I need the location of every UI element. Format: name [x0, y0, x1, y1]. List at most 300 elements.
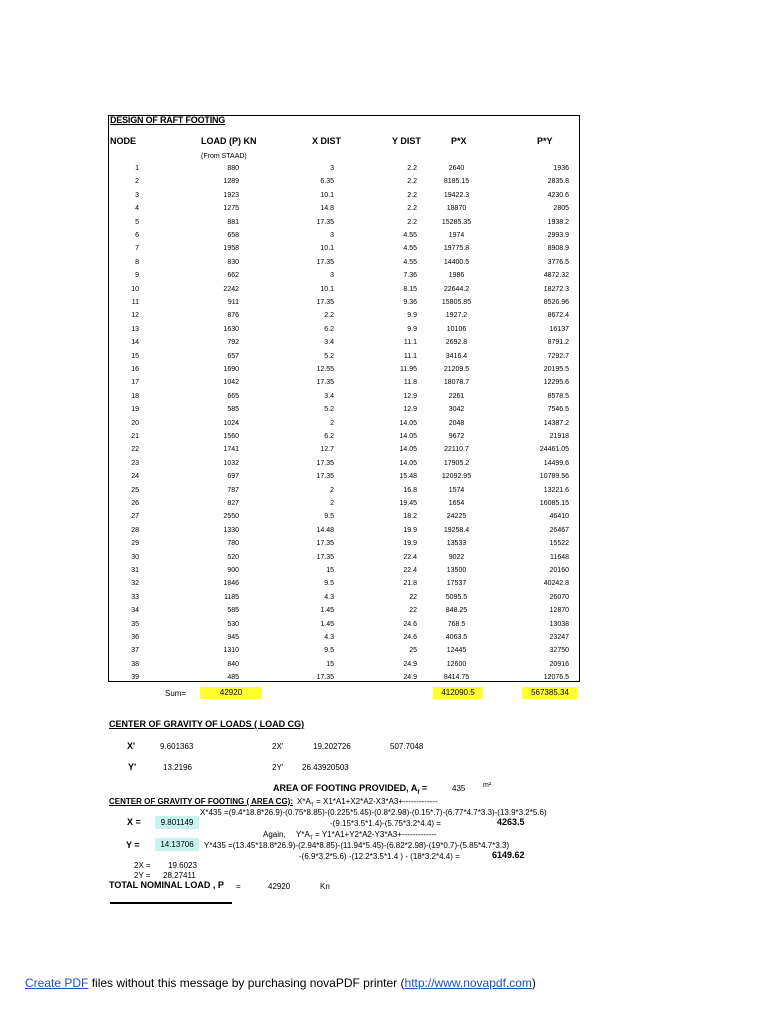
py-cell: 1936: [553, 165, 569, 172]
py-cell: 2835.8: [547, 178, 569, 186]
node-cell: 1: [135, 165, 139, 172]
ydist-cell: 7.36: [403, 272, 417, 280]
py-cell: 20195.5: [543, 366, 569, 373]
px-cell: 1927.2: [445, 312, 468, 320]
table-row: [109, 259, 579, 270]
xdist-cell: 17.35: [316, 459, 334, 467]
xdist-cell: 12.7: [320, 446, 334, 454]
formula-x-line1: X*435 =(9.4*18.8*26.9)-(0.75*8.85)-(0.225*5.45)-(0.8*2.98)-(0.15*.7)-(6.77*4.7*3.3)-(13.9*3.2*5.6): [200, 808, 547, 817]
xdist-cell: 17.35: [316, 553, 334, 561]
px-cell: 12600: [446, 660, 467, 668]
py-cell: 1938.2: [547, 218, 569, 226]
px-cell: 2048: [448, 419, 465, 427]
py-cell: 13221.6: [543, 486, 569, 494]
cg-2x-value: 19.202726: [313, 742, 351, 751]
header-px: P*X: [451, 136, 467, 146]
xdist-cell: 6.2: [324, 433, 334, 440]
xdist-cell: 14.8: [320, 205, 334, 213]
area-value: 435: [452, 784, 466, 793]
load-cell: 1024: [223, 419, 239, 427]
load-cell: 585: [227, 406, 239, 414]
table-row: [109, 379, 579, 390]
px-cell: 9672: [448, 433, 465, 440]
load-cell: 1846: [223, 580, 239, 588]
header-py: P*Y: [537, 136, 553, 146]
px-cell: 2640: [448, 165, 465, 172]
load-cell: 2242: [223, 285, 239, 293]
table-row: [109, 366, 579, 377]
table-row: [109, 312, 579, 323]
table-row: [109, 473, 579, 484]
node-cell: 2: [135, 178, 139, 186]
xdist-cell: 10.1: [320, 191, 334, 199]
node-cell: 30: [131, 553, 139, 561]
table-row: [109, 594, 579, 605]
px-cell: 768.5: [447, 620, 466, 628]
table-row: [109, 433, 579, 444]
table-row: [109, 527, 579, 538]
load-cell: 945: [227, 634, 239, 641]
table-row: [109, 500, 579, 511]
sum-load: 42920: [200, 687, 262, 699]
ydist-cell: 21.8: [403, 580, 417, 588]
table-row: [109, 460, 579, 471]
cg-2y-value: 26.43920503: [302, 763, 349, 772]
load-cell: 787: [227, 486, 239, 494]
px-cell: 24225: [446, 513, 467, 521]
py-cell: 4230.6: [547, 191, 569, 199]
ydist-cell: 24.6: [403, 634, 417, 641]
xdist-cell: 9.5: [324, 647, 334, 655]
py-cell: 20160: [549, 567, 569, 574]
xdist-cell: 3: [330, 165, 334, 172]
footing-y-label: Y =: [126, 840, 140, 850]
px-cell: 12092.95: [441, 473, 472, 481]
py-cell: 26070: [549, 593, 569, 601]
table-row: [109, 554, 579, 565]
load-cell: 1310: [223, 647, 239, 655]
py-cell: 40242.8: [543, 580, 569, 588]
ydist-cell: 8.15: [403, 285, 417, 293]
formula-x-line2: -(9.15*3.5*1.4)-(5.75*3.2*4.4) =: [330, 819, 441, 828]
ydist-cell: 4.55: [403, 258, 417, 266]
node-cell: 8: [135, 258, 139, 266]
sum-py: 567385.34: [522, 687, 578, 699]
table-row: [109, 393, 579, 404]
px-cell: 21209.5: [443, 366, 470, 373]
xdist-cell: 15: [326, 660, 334, 668]
xdist-cell: 17.35: [316, 258, 334, 266]
again-label: Again,: [263, 830, 286, 839]
table-row: [109, 661, 579, 672]
ydist-cell: 12.9: [403, 406, 417, 414]
area-unit: m²: [483, 782, 492, 789]
px-cell: 10106: [446, 325, 467, 333]
ydist-cell: 2.2: [407, 178, 417, 186]
load-cell: 880: [227, 165, 239, 172]
ydist-cell: 15.48: [399, 473, 417, 481]
ydist-cell: 12.9: [403, 392, 417, 400]
px-cell: 12445: [446, 647, 467, 655]
ydist-cell: 19.9: [403, 526, 417, 534]
px-cell: 2261: [448, 392, 465, 400]
table-row: [109, 513, 579, 524]
py-cell: 3776.5: [547, 258, 569, 266]
px-cell: 17905.2: [443, 459, 470, 467]
load-cell: 485: [227, 674, 239, 682]
xdist-cell: 10.1: [320, 285, 334, 293]
table-row: [109, 420, 579, 431]
ydist-cell: 11.95: [400, 366, 417, 373]
px-cell: 18870: [446, 205, 467, 213]
formula-y-line2: -(6.9*3.2*5.6) -(12.2*3.5*1.4 ) - (18*3.2*4.4) =: [299, 852, 460, 861]
table-row: [109, 339, 579, 350]
px-cell: 15805.85: [441, 299, 472, 306]
node-cell: 19: [131, 406, 139, 414]
table-row: [109, 647, 579, 658]
px-cell: 15285.35: [441, 218, 472, 226]
raft-footing-table: [108, 115, 580, 682]
xdist-cell: 17.35: [316, 379, 334, 387]
load-cell: 1032: [223, 459, 239, 467]
py-cell: 7292.7: [547, 352, 569, 360]
px-cell: 19422.3: [443, 191, 470, 199]
px-cell: 8185.15: [443, 178, 470, 186]
node-cell: 38: [131, 660, 139, 668]
node-cell: 15: [131, 352, 139, 360]
load-cell: 585: [227, 607, 239, 615]
py-cell: 12295.6: [543, 379, 569, 387]
load-cell: 1630: [223, 325, 239, 333]
xdist-cell: 2.2: [324, 312, 334, 320]
table-row: [109, 674, 579, 685]
py-cell: 2993.9: [547, 232, 569, 239]
node-cell: 4: [135, 205, 139, 213]
sum-px: 412090.5: [433, 687, 483, 699]
load-cell: 1958: [223, 245, 239, 253]
sum-label: Sum=: [165, 689, 187, 698]
node-cell: 6: [135, 232, 139, 239]
py-cell: 14499.6: [543, 459, 569, 467]
py-cell: 21918: [549, 433, 569, 440]
load-cell: 1289: [223, 178, 239, 186]
node-cell: 31: [131, 567, 139, 574]
table-row: [109, 540, 579, 551]
xdist-cell: 3: [330, 272, 334, 280]
px-cell: 4063.5: [445, 634, 468, 641]
node-cell: 27: [131, 513, 139, 521]
table-row: [109, 406, 579, 417]
ydist-cell: 14.05: [399, 419, 417, 427]
formula-y-result: 6149.62: [492, 850, 525, 860]
total-load-value: 42920: [268, 882, 291, 891]
ydist-cell: 14.05: [399, 433, 417, 440]
from-staad-note: (From STAAD): [201, 153, 247, 160]
ydist-cell: 2.2: [407, 218, 417, 226]
xdist-cell: 3.4: [324, 392, 334, 400]
table-row: [109, 205, 579, 216]
ydist-cell: 22: [409, 593, 417, 601]
total-load-eq: =: [236, 882, 241, 891]
px-cell: 13500: [446, 567, 467, 574]
load-cell: 792: [227, 339, 239, 347]
ydist-cell: 4.55: [403, 245, 417, 253]
formula-y-line1: Y*435 =(13.45*18.8*26.9)-(2.94*8.85)-(11.94*5.45)-(6.82*2.98)-(19*0.7)-(5.85*4.7*3.3): [204, 841, 510, 850]
node-cell: 3: [135, 191, 139, 199]
load-cell: 840: [227, 660, 239, 668]
py-cell: 12076.5: [543, 674, 569, 682]
ydist-cell: 11.8: [403, 379, 417, 387]
py-cell: 10789.56: [539, 473, 569, 481]
load-cell: 530: [227, 620, 239, 628]
ydist-cell: 14.05: [399, 459, 417, 467]
cg-2x-label: 2X': [272, 742, 284, 751]
node-cell: 36: [131, 634, 139, 641]
load-cell: 1690: [223, 366, 239, 373]
footing-2x-label: 2X =: [134, 861, 151, 870]
load-cell: 1741: [223, 446, 239, 454]
load-cell: 881: [227, 218, 239, 226]
ydist-cell: 9.9: [407, 325, 417, 333]
table-row: [109, 219, 579, 230]
footer-message: Create PDF files without this message by purchasing novaPDF printer (http://www.novapdf.com): [25, 976, 536, 990]
total-load-label: TOTAL NOMINAL LOAD , P: [109, 880, 224, 890]
node-cell: 21: [131, 433, 139, 440]
xdist-cell: 2: [330, 500, 334, 507]
py-cell: 4872.32: [543, 272, 569, 280]
node-cell: 34: [131, 607, 139, 615]
ydist-cell: 4.55: [403, 232, 417, 239]
px-cell: 17537: [446, 580, 467, 588]
node-cell: 9: [135, 272, 139, 280]
xdist-cell: 9.5: [324, 580, 334, 588]
node-cell: 14: [131, 339, 139, 347]
node-cell: 33: [131, 593, 139, 601]
table-row: [109, 607, 579, 618]
py-cell: 16085.15: [539, 500, 569, 507]
py-cell: 8526.96: [543, 299, 569, 306]
node-cell: 7: [135, 245, 139, 253]
header-ydist: Y DIST: [392, 136, 421, 146]
ydist-cell: 22: [409, 607, 417, 615]
ydist-cell: 19.45: [399, 500, 417, 507]
table-row: [109, 232, 579, 243]
xdist-cell: 17.35: [316, 674, 334, 682]
ydist-cell: 14.05: [399, 446, 417, 454]
load-cell: 911: [227, 299, 239, 306]
node-cell: 29: [131, 540, 139, 548]
cg-footing-title: CENTER OF GRAVITY OF FOOTING ( AREA CG):: [109, 797, 293, 806]
xdist-cell: 17.35: [316, 473, 334, 481]
table-row: [109, 326, 579, 337]
py-cell: 14387.2: [543, 419, 569, 427]
px-cell: 1654: [448, 500, 465, 507]
load-cell: 876: [227, 312, 239, 320]
table-row: [109, 580, 579, 591]
load-cell: 1275: [223, 205, 239, 213]
ydist-cell: 2.2: [407, 165, 417, 172]
ydist-cell: 24.9: [403, 674, 417, 682]
px-cell: 18078.7: [443, 379, 470, 387]
node-cell: 18: [131, 392, 139, 400]
node-cell: 10: [131, 285, 139, 293]
load-cell: 665: [227, 392, 239, 400]
ydist-cell: 16.8: [403, 486, 417, 494]
ydist-cell: 11.1: [403, 352, 417, 360]
xdist-cell: 6.35: [320, 178, 334, 186]
table-row: [109, 178, 579, 189]
xdist-cell: 12.55: [316, 366, 334, 373]
xdist-cell: 17.35: [316, 218, 334, 226]
xdist-cell: 9.5: [324, 513, 334, 521]
table-row: [109, 299, 579, 310]
py-cell: 13038: [549, 620, 569, 628]
py-cell: 46410: [549, 513, 569, 521]
table-row: [109, 353, 579, 364]
py-cell: 15522: [549, 540, 569, 548]
header-xdist: X DIST: [312, 136, 342, 146]
formula-y-general: $Y*A_T = Y1*A1+Y2*A2-Y3*A3+-------------$: [296, 830, 437, 842]
px-cell: 5095.5: [445, 593, 468, 601]
load-cell: 827: [227, 500, 239, 507]
node-cell: 39: [131, 674, 139, 682]
table-row: [109, 634, 579, 645]
novapdf-link[interactable]: http://www.novapdf.com: [404, 976, 532, 990]
node-cell: 26: [131, 500, 139, 507]
load-cell: 830: [227, 258, 239, 266]
px-cell: 22644.2: [443, 285, 470, 293]
xdist-cell: 2: [330, 486, 334, 494]
load-cell: 2550: [223, 513, 239, 521]
px-cell: 13533: [446, 540, 467, 548]
xdist-cell: 5.2: [324, 406, 334, 414]
node-cell: 22: [131, 446, 139, 454]
ydist-cell: 2.2: [407, 191, 417, 199]
node-cell: 23: [131, 459, 139, 467]
node-cell: 25: [131, 486, 139, 494]
px-cell: 3042: [448, 406, 465, 414]
cropped-heading-remnant: [110, 902, 232, 904]
load-cell: 900: [227, 567, 239, 574]
xdist-cell: 3.4: [324, 339, 334, 347]
py-cell: 8908.9: [547, 245, 569, 253]
cg-y-label: Y': [128, 762, 137, 772]
cg-extra-value: 507.7048: [390, 742, 424, 751]
px-cell: 1574: [448, 486, 465, 494]
xdist-cell: 4.3: [324, 593, 334, 601]
node-cell: 17: [131, 379, 139, 387]
footing-2y-value: 28.27411: [163, 871, 196, 880]
node-cell: 11: [131, 299, 139, 306]
py-cell: 23247: [549, 634, 569, 641]
load-cell: 1330: [223, 526, 239, 534]
header-node: NODE: [110, 136, 137, 146]
footing-y-value: 14.13706: [155, 838, 199, 851]
px-cell: 1986: [448, 272, 465, 280]
py-cell: 11648: [550, 553, 569, 561]
load-cell: 1185: [223, 593, 239, 601]
table-row: [109, 192, 579, 203]
table-row: [109, 567, 579, 578]
table-row: [109, 272, 579, 283]
footing-2y-label: 2Y =: [134, 871, 151, 880]
formula-x-general: $X*A_T = X1*A1+X2*A2-X3*A3+-------------$: [297, 797, 438, 809]
px-cell: 14400.5: [443, 258, 470, 266]
table-row: [109, 446, 579, 457]
node-cell: 13: [131, 325, 139, 333]
ydist-cell: 2.2: [407, 205, 417, 213]
footing-2x-value: 19.6023: [168, 861, 197, 870]
load-cell: 1923: [223, 191, 239, 199]
cg-loads-title: CENTER OF GRAVITY OF LOADS ( LOAD CG): [109, 719, 305, 729]
load-cell: 662: [227, 272, 239, 280]
load-cell: 657: [227, 352, 239, 360]
table-row: [109, 245, 579, 256]
node-cell: 35: [131, 620, 139, 628]
cg-2y-label: 2Y': [272, 763, 284, 772]
py-cell: 8672.4: [547, 312, 569, 320]
xdist-cell: 1.45: [320, 620, 334, 628]
xdist-cell: 17.35: [316, 299, 334, 306]
create-pdf-link[interactable]: Create PDF: [25, 976, 89, 990]
load-cell: 520: [227, 553, 239, 561]
xdist-cell: 4.3: [324, 634, 334, 641]
node-cell: 20: [131, 419, 139, 427]
node-cell: 28: [131, 526, 139, 534]
px-cell: 1974: [448, 232, 465, 239]
xdist-cell: 10.1: [320, 245, 334, 253]
load-cell: 1560: [223, 433, 239, 440]
table-row: [109, 621, 579, 632]
load-cell: 697: [227, 473, 239, 481]
ydist-cell: 22.4: [403, 553, 417, 561]
load-cell: 658: [227, 232, 239, 239]
ydist-cell: 9.36: [403, 299, 417, 306]
cg-y-value: 13.2196: [163, 763, 192, 772]
xdist-cell: 1.45: [320, 607, 334, 615]
node-cell: 5: [135, 218, 139, 226]
px-cell: 848.25: [445, 607, 468, 615]
footing-x-label: X =: [127, 817, 141, 827]
total-load-unit: Kn: [320, 882, 330, 891]
px-cell: 8414.75: [443, 674, 470, 682]
node-cell: 12: [131, 312, 139, 320]
xdist-cell: 15: [326, 567, 334, 574]
py-cell: 24461.05: [539, 446, 569, 454]
px-cell: 19258.4: [443, 526, 470, 534]
ydist-cell: 18.2: [403, 513, 417, 521]
py-cell: 7546.5: [547, 406, 569, 414]
ydist-cell: 24.9: [403, 660, 417, 668]
xdist-cell: 14.48: [316, 526, 334, 534]
cg-x-label: X': [127, 741, 136, 751]
ydist-cell: 25: [409, 647, 417, 655]
xdist-cell: 2: [330, 419, 334, 427]
cg-x-value: 9.601363: [160, 742, 194, 751]
py-cell: 8578.5: [547, 392, 569, 400]
px-cell: 3416.4: [445, 352, 468, 360]
xdist-cell: 6.2: [324, 325, 334, 333]
node-cell: 32: [131, 580, 139, 588]
table-title: DESIGN OF RAFT FOOTING: [110, 115, 226, 125]
px-cell: 22110.7: [444, 446, 469, 454]
footing-x-value: 9.801149: [155, 816, 199, 829]
xdist-cell: 17.35: [316, 540, 334, 548]
table-row: [109, 487, 579, 498]
ydist-cell: 22.4: [403, 567, 417, 574]
formula-x-result: 4263.5: [497, 817, 525, 827]
py-cell: 18272.3: [543, 285, 569, 293]
